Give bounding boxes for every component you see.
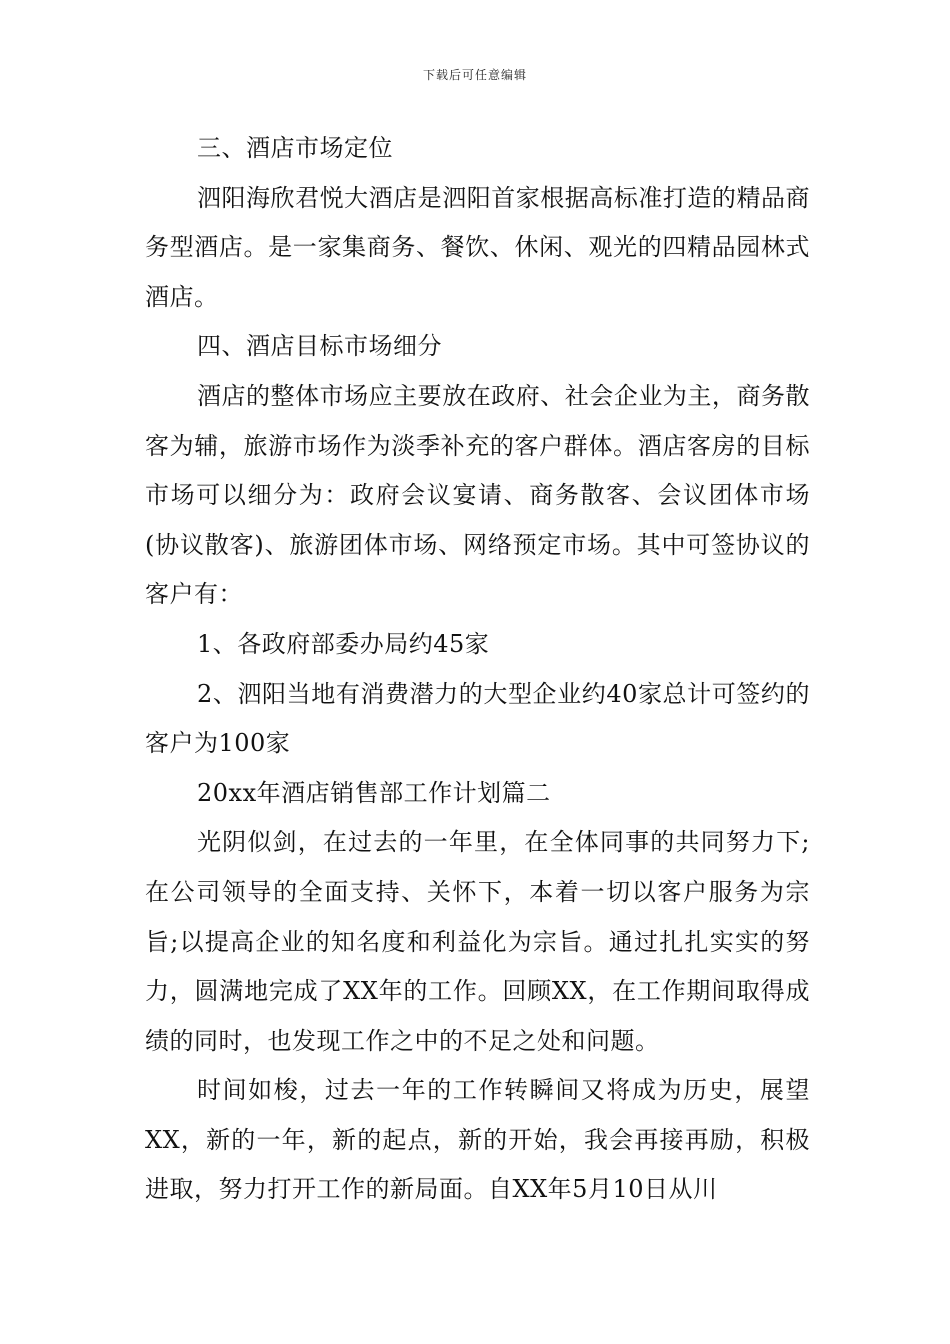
document-body	[145, 124, 810, 1215]
page-header-note: 下载后可任意编辑	[422, 68, 527, 82]
paragraph-target-market: 酒店的整体市场应主要放在政府、社会企业为主，商务散客为辅，旅游市场作为淡季补充的客户群体。酒店客房的目标市场可以细分为：政府会议宴请、商务散客、会议团体市场(协议散客)、旅游团体市场、网络预定市场。其中可签协议的客户有：	[145, 381, 810, 609]
list-item-government: 1、各政府部委办局约45家	[197, 629, 490, 658]
paragraph-outlook: 时间如梭，过去一年的工作转瞬间又将成为历史，展望XX，新的一年，新的起点，新的开始，我会再接再励，积极进取，努力打开工作的新局面。自XX年5月10日从川	[145, 1076, 810, 1204]
section-heading-part-two: 20xx年酒店销售部工作计划篇二	[197, 778, 551, 807]
paragraph-review: 光阴似剑，在过去的一年里，在全体同事的共同努力下;在公司领导的全面支持、关怀下，本着一切以客户服务为宗旨;以提高企业的知名度和利益化为宗旨。通过扎扎实实的努力，圆满地完成了XX年的工作。回顾XX，在工作期间取得成绩的同时，也发现工作之中的不足之处和问题。	[145, 828, 810, 1055]
list-item-enterprises: 2、泗阳当地有消费潜力的大型企业约40家总计可签约的客户为100家	[145, 679, 810, 758]
paragraph-hotel-description: 泗阳海欣君悦大酒店是泗阳首家根据高标准打造的精品商务型酒店。是一家集商务、餐饮、休闲、观光的四精品园林式酒店。	[145, 183, 810, 311]
section-heading-target-market: 四、酒店目标市场细分	[197, 332, 442, 361]
section-heading-market-positioning: 三、酒店市场定位	[197, 134, 393, 162]
